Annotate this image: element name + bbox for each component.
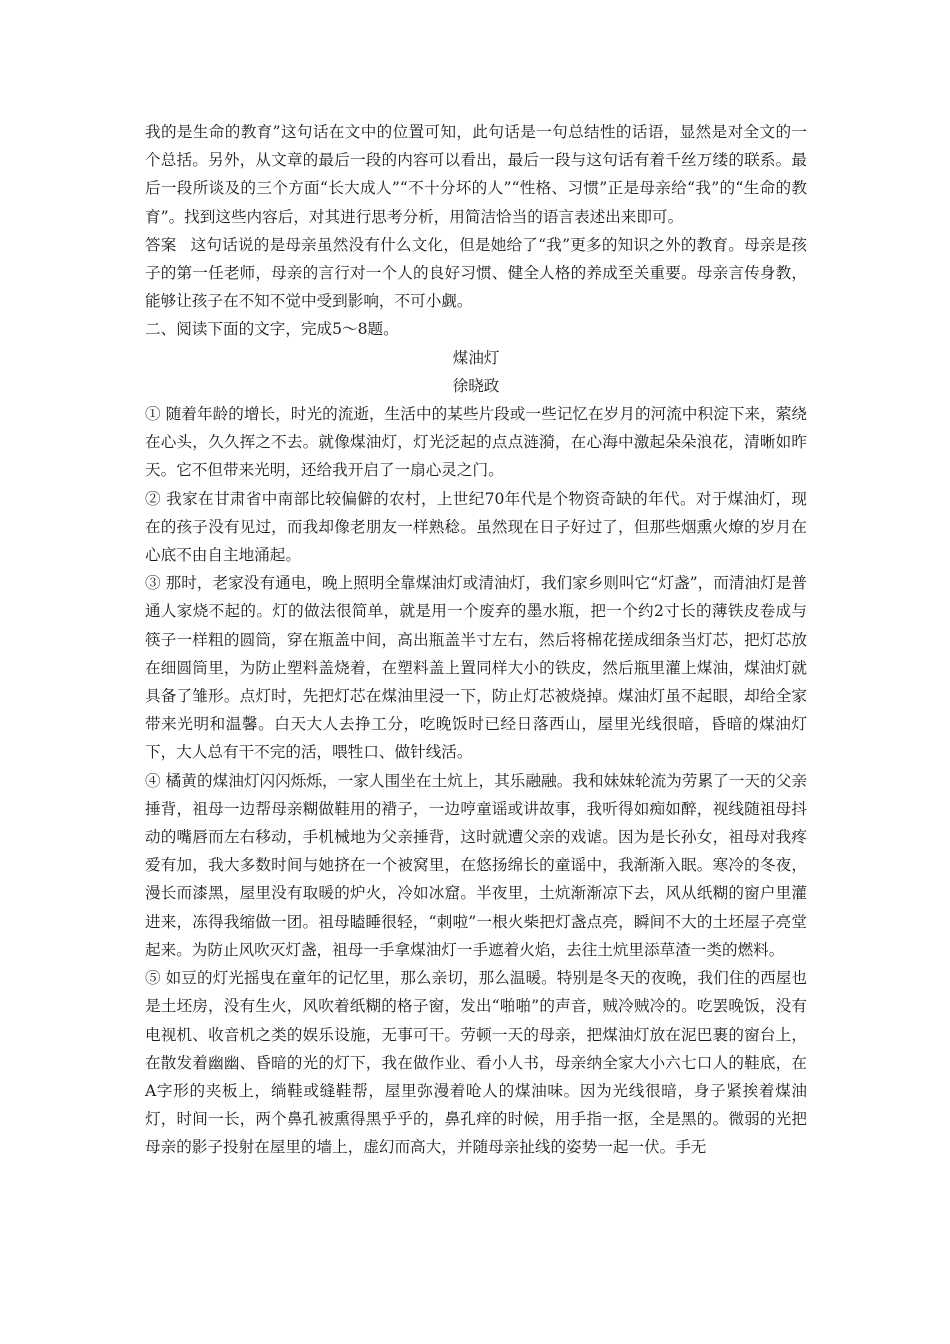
section-heading: 二、阅读下面的文字，完成5～8题。 [145,320,399,339]
article-paragraph-2: ② 我家在甘肃省中南部比较偏僻的农村，上世纪70年代是个物资奇缺的年代。对于煤油灯，现在的孩子没有见过，而我却像老朋友一样熟稔。虽然现在日子好过了，但那些烟熏火燎的岁月在心底不由自主地涌起。 [145,489,807,565]
article-paragraph-4: ④ 橘黄的煤油灯闪闪烁烁，一家人围坐在土炕上，其乐融融。我和妹妹轮流为劳累了一天的父亲捶背，祖母一边帮母亲糊做鞋用的褙子，一边哼童谣或讲故事，我听得如痴如醉，视线随祖母抖动的嘴唇而左右移动，手机械地为父亲捶背，这时就遭父亲的戏谑。因为是长孙女，祖母对我疼爱有加，我大多数时间与她挤在一个被窝里，在悠扬绵长的童谣中，我渐渐入眠。寒冷的冬夜，漫长而漆黑，屋里没有取暖的炉火，冷如冰窟。半夜里，土炕渐渐凉下去，风从纸糊的窗户里灌进来，冻得我缩做一团。祖母瞌睡很轻，“刺啦”一根火柴把灯盏点亮，瞬间不大的土坯屋子亮堂起来。为防止风吹灭灯盏，祖母一手拿煤油灯一手遮着火焰，去往土炕里添草渣一类的燃料。 [145,771,807,959]
article-paragraph-3: ③ 那时，老家没有通电，晚上照明全靠煤油灯或清油灯，我们家乡则叫它“灯盏”，而清油灯是普通人家烧不起的。灯的做法很简单，就是用一个废弃的墨水瓶，把一个约2寸长的薄铁皮卷成与筷子一样粗的圆筒，穿在瓶盖中间，高出瓶盖半寸左右，然后将棉花搓成细条当灯芯，把灯芯放在细圆筒里，为防止塑料盖烧着，在塑料盖上置同样大小的铁皮，然后瓶里灌上煤油，煤油灯就具备了雏形。点灯时，先把灯芯在煤油里浸一下，防止灯芯被烧掉。煤油灯虽不起眼，却给全家带来光明和温馨。白天大人去挣工分，吃晚饭时已经日落西山，屋里光线很暗，昏暗的煤油灯下，大人总有干不完的活，喂牲口、做针线活。 [145,574,807,762]
answer-text: 这句话说的是母亲虽然没有什么文化，但是她给了“我”更多的知识之外的教育。母亲是孩子的第一任老师，母亲的言行对一个人的良好习惯、健全人格的养成至关重要。母亲言传身教，能够让孩子在不知不觉中受到影响，不可小觑。 [145,235,807,311]
article-paragraph-5: ⑤ 如豆的灯光摇曳在童年的记忆里，那么亲切，那么温暖。特别是冬天的夜晚，我们住的西屋也是土坯房，没有生火，风吹着纸糊的格子窗，发出“啪啪”的声音，贼冷贼冷的。吃罢晚饭，没有电视机、收音机之类的娱乐设施，无事可干。劳顿一天的母亲，把煤油灯放在泥巴裹的窗台上，在散发着幽幽、昏暗的光的灯下，我在做作业、看小人书，母亲纳全家大小六七口人的鞋底，在A字形的夹板上，绱鞋或缝鞋帮，屋里弥漫着呛人的煤油味。因为光线很暗，身子紧挨着煤油灯，时间一长，两个鼻孔被熏得黑乎乎的，鼻孔痒的时候，用手指一抠，全是黑的。微弱的光把母亲的影子投射在屋里的墙上，虚幻而高大，并随母亲扯线的姿势一起一伏。手无 [145,969,807,1157]
article-author: 徐晓政 [452,376,500,395]
article-title: 煤油灯 [452,348,500,367]
answer-paragraph [145,231,807,316]
article-paragraph-1: ① 随着年龄的增长，时光的流逝，生活中的某些片段或一些记忆在岁月的河流中积淀下来，萦绕在心头，久久挥之不去。就像煤油灯，灯光泛起的点点涟漪，在心海中激起朵朵浪花，清晰如昨天。它不但带来光明，还给我开启了一扇心灵之门。 [145,405,807,480]
analysis-paragraph: 我的是生命的教育”这句话在文中的位置可知，此句话是一句总结性的话语，显然是对全文的一个总括。另外，从文章的最后一段的内容可以看出，最后一段与这句话有着千丝万缕的联系。最后一段所谈及的三个方面“长大成人”“不十分坏的人”“性格、习惯”正是母亲给“我”的“生命的教育”。找到这些内容后，对其进行思考分析，用简洁恰当的语言表述出来即可。 [145,123,807,226]
answer-label: 答案 [145,235,177,254]
document-page [145,118,807,1162]
